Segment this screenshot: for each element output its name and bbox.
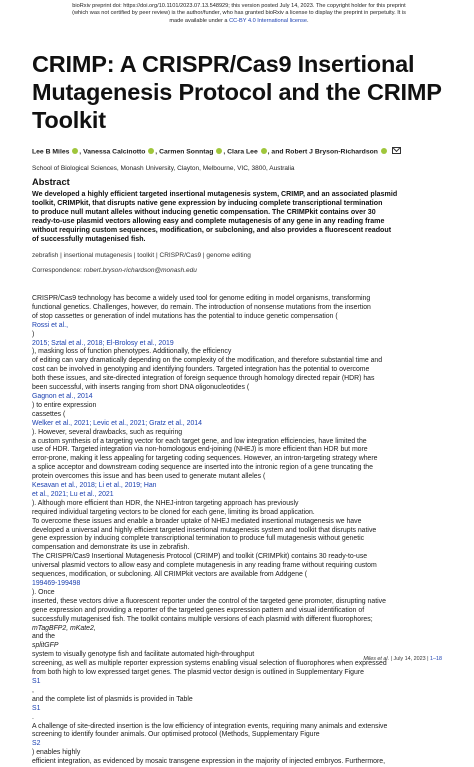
- body-line: [32, 758, 442, 767]
- title-line: CRIMP: A CRISPR/Cas9 Insertional: [32, 51, 415, 77]
- body-text-run: screening to identify founder animals. Our optimised protocol (Methods, Supplementary Figure: [32, 731, 320, 739]
- body-text-run: The CRISPR/Cas9 Insertional Mutagenesis Protocol (CRIMP) and toolkit (CRIMPkit) contains 30 ready-to-use: [32, 553, 368, 561]
- body-line: [32, 731, 442, 758]
- body-text-run: compensation and demonstrate its use in zebrafish.: [32, 544, 190, 552]
- author-separator: ,: [223, 148, 226, 156]
- abstract-line: We developed a highly efficient targeted insertional mutagenesis system, CRIMP, and an associated plasmid: [32, 190, 398, 198]
- body-text-run: a custom synthesis of a targeting vector for each target gene, and low integration efficiencies, have limited the: [32, 437, 367, 445]
- body-text-run: from both high to low expressed target genes. The plasmid vector design is outlined in Supplementary Figure: [32, 669, 364, 677]
- abstract-line: of successfully mutagenised fish.: [32, 234, 146, 243]
- body-line: [32, 357, 442, 366]
- page-footer: [300, 656, 442, 662]
- abstract-heading: Abstract: [32, 177, 70, 187]
- body-text-run: protein overcomes this issue and has been used to generate mutant alleles (: [32, 473, 266, 481]
- body-text-run: use of HDR. Targeted integration via non-homologous end-joining (NHEJ) is more efficient than HDR but more: [32, 446, 368, 454]
- body-line: [32, 455, 442, 464]
- citation-link[interactable]: Welker et al., 2021; Levic et al., 2021; Gratz et al., 2014: [32, 419, 202, 427]
- body-line: [32, 723, 442, 732]
- body-line: [32, 509, 442, 518]
- body-line: [32, 571, 442, 598]
- body-text-run: ): [32, 330, 35, 338]
- body-line: [32, 535, 442, 544]
- abstract-line: toolkit, CRIMPkit, that disrupts native gene expression by inducing complete transcriptional termination: [32, 198, 383, 207]
- correspondence: [32, 267, 197, 274]
- body-text-run: ,: [32, 686, 34, 694]
- body-text-run: and the complete list of plasmids is provided in Table: [32, 695, 193, 703]
- body-line: [32, 375, 442, 384]
- body-line: [32, 446, 442, 455]
- preprint-notice: [50, 3, 428, 25]
- body-line: [32, 616, 442, 625]
- body-line: [32, 518, 442, 527]
- email-icon[interactable]: [392, 147, 401, 154]
- body-line: [32, 696, 442, 723]
- body-text-run: ). Once: [32, 588, 55, 596]
- citation-link[interactable]: Rossi et al.,: [32, 321, 68, 329]
- body-text-run: CRISPR/Cas9 technology has become a widely used tool for genome editing in model organisms, transforming: [32, 295, 371, 302]
- body-line: [32, 669, 442, 696]
- title-line: Mutagenesis Protocol and the CRIMP: [32, 79, 442, 105]
- keywords: zebrafish | insertional mutagenesis | toolkit | CRISPR/Cas9 | genome editing: [32, 252, 251, 259]
- footer-separator: |: [427, 656, 429, 662]
- preprint-notice-line-1: bioRxiv preprint doi: https://doi.org/10.1101/2023.07.13.548929; this version posted July 14, 2023. The copyright holder for this preprint: [72, 3, 406, 9]
- citation-link[interactable]: et al., 2021; Lu et al., 2021: [32, 490, 114, 498]
- abstract-line: without requiring custom sequences, modification, or subcloning, and also provides a fluorescent readout: [32, 225, 392, 234]
- author-name: Carmen Sonntag: [159, 148, 214, 156]
- body-text-run: To overcome these issues and enable a broader uptake of NHEJ mediated insertional mutagenesis we have: [32, 517, 362, 525]
- orcid-icon[interactable]: [381, 148, 387, 154]
- abstract-line: to produce null mutant alleles without inducing genetic compensation. The CRIMPkit contains over 30: [32, 207, 376, 216]
- correspondence-email[interactable]: robert.bryson-richardson@monash.edu: [83, 267, 197, 274]
- citation-link[interactable]: Gagnon et al., 2014: [32, 392, 93, 400]
- body-text-run: splitGFP: [32, 642, 59, 650]
- footer-authors: Miles et al.: [363, 656, 390, 662]
- body-text-run: inserted, these vectors drive a fluorescent reporter under the control of the targeted gene promoter, disrupting native: [32, 597, 386, 605]
- body-text-run: of stop cassettes or generation of indel mutations has the potential to induce genetic compensation (: [32, 312, 338, 320]
- body-text-run: ) enables highly: [32, 749, 81, 757]
- body-text-run: mTagBFP2, mKate2,: [32, 624, 96, 632]
- body-text-run: functional genetics. Challenges, however, do remain. The introduction of nonsense mutations from the insertion: [32, 303, 371, 311]
- preprint-notice-line-2: (which was not certified by peer review) is the author/funder, who has granted bioRxiv a license to display the preprint in perpetuity. It is: [72, 10, 406, 17]
- body-text-run: a splice acceptor and downstream coding sequence are inserted into the intronic region of a gene truncating the: [32, 464, 373, 472]
- body-text-run: required individual targeting vectors to be cloned for each gene, limiting its broad application.: [32, 508, 315, 516]
- license-prefix: made available under a: [169, 17, 228, 24]
- license-link[interactable]: CC-BY 4.0 International license: [229, 17, 308, 24]
- body-line: [32, 366, 442, 375]
- body-line: [32, 598, 442, 607]
- author-name: Lee B Miles: [32, 148, 70, 156]
- author-separator: ,: [267, 148, 270, 156]
- orcid-icon[interactable]: [216, 148, 222, 154]
- body-text: [32, 295, 442, 767]
- body-text-run: and the: [32, 633, 55, 641]
- footer-date: July 14, 2023: [393, 656, 426, 662]
- body-text-run: universal plasmid vectors to allow easy and complete mutagenesis in any reading frame without requiring custom: [32, 562, 377, 570]
- body-line: [32, 553, 442, 562]
- body-line: [32, 562, 442, 571]
- affiliation: School of Biological Sciences, Monash University, Clayton, Melbourne, VIC, 3800, Australia: [32, 165, 295, 172]
- orcid-icon[interactable]: [72, 148, 78, 154]
- body-line: [32, 295, 442, 304]
- footer-separator: |: [390, 656, 393, 662]
- body-text-run: .: [32, 713, 34, 721]
- citation-link[interactable]: Kesavan et al., 2018; Li et al., 2019; Han: [32, 482, 157, 490]
- correspondence-label: Correspondence:: [32, 267, 82, 274]
- body-text-run: system to visually genotype fish and facilitate automated high-throughput: [32, 651, 255, 659]
- body-text-run: gene expression by inducing complete transcriptional termination to produce full mutagenesis without genetic: [32, 535, 365, 543]
- body-line: [32, 625, 442, 661]
- author-name: Vanessa Calcinotto: [83, 148, 146, 156]
- body-text-run: ). Although more efficient than HDR, the NHEJ-intron targeting approach has previously: [32, 499, 299, 507]
- body-line: [32, 384, 442, 411]
- paper-title: [32, 50, 452, 134]
- body-text-run: ), masking loss of function phenotypes. Additionally, the efficiency: [32, 348, 232, 356]
- body-text-run: been successful, with inserts ranging from short DNA oligonucleotides (: [32, 384, 250, 392]
- author-list: [32, 147, 452, 156]
- body-line: [32, 313, 442, 340]
- footer-page-range: 1–18: [430, 656, 442, 662]
- body-line: [32, 607, 442, 616]
- citation-link[interactable]: S2: [32, 740, 41, 748]
- body-text-run: efficient integration, as evidenced by mosaic transgene expression in the majority of injected embryos. Furthermore,: [32, 758, 386, 766]
- body-text-run: A challenge of site-directed insertion is the low efficiency of integration events, requiring many animals and extensive: [32, 722, 388, 730]
- author-name: and Robert J Bryson-Richardson: [271, 148, 378, 156]
- body-text-run: successfully mutagenised fish. The toolkit contains multiple versions of each plasmid with different fluorophores;: [32, 615, 373, 623]
- citation-link[interactable]: 2015; Sztal et al., 2018; El-Brolosy et al., 2019: [32, 339, 174, 347]
- preprint-notice-line-3: [50, 18, 428, 25]
- citation-link[interactable]: 199469-199498: [32, 580, 81, 587]
- author-separator: ,: [155, 148, 158, 156]
- body-text-run: gene expression and providing a reporter of the targeted genes expression pattern and visual identification of: [32, 606, 365, 614]
- orcid-icon[interactable]: [148, 148, 154, 154]
- body-text-run: error-prone, making it less appealing for targeting coding sequences. However, an intron-targeting strategy where: [32, 455, 378, 463]
- abstract-line: ready-to-use plasmid vectors allowing easy and complete mutagenesis of any gene in any reading frame: [32, 216, 385, 225]
- title-line: Toolkit: [32, 107, 106, 133]
- license-suffix: .: [307, 17, 309, 24]
- body-line: [32, 491, 442, 509]
- citation-link[interactable]: S1: [32, 677, 41, 685]
- body-text-run: cassettes (: [32, 410, 66, 418]
- body-line: [32, 464, 442, 473]
- body-line: [32, 340, 442, 358]
- abstract-body: [32, 190, 442, 243]
- body-text-run: both these issues, and site-directed integration of foreign sequence through homology directed repair (HDR) has: [32, 375, 375, 383]
- body-line: [32, 304, 442, 313]
- author-separator: ,: [79, 148, 82, 156]
- body-text-run: screening, as well as multiple reporter expression systems enabling visual selection of fluorophores when expressed: [32, 660, 387, 668]
- body-line: [32, 473, 442, 491]
- body-line: [32, 527, 442, 536]
- orcid-icon[interactable]: [261, 148, 267, 154]
- body-text-run: ). However, several drawbacks, such as requiring: [32, 428, 183, 436]
- body-text-run: ) to entire expression: [32, 401, 97, 409]
- body-line: [32, 438, 442, 447]
- body-text-run: of editing can vary dramatically depending on the complexity of the modification, and therefore substantial time and: [32, 357, 383, 365]
- body-text-run: sequences, modification, or subcloning. All CRIMPkit vectors are available from Addgene (: [32, 571, 307, 579]
- citation-link[interactable]: S1: [32, 704, 41, 712]
- body-text-run: developed a universal and highly efficient targeted insertional mutagenesis system and toolkit that disrupts native: [32, 526, 377, 534]
- author-name: Clara Lee: [227, 148, 258, 156]
- body-line: [32, 544, 442, 553]
- body-line: [32, 411, 442, 438]
- body-text-run: cost can be involved in genotyping and identifying founders. Targeted integration has the potential to overcome: [32, 366, 370, 374]
